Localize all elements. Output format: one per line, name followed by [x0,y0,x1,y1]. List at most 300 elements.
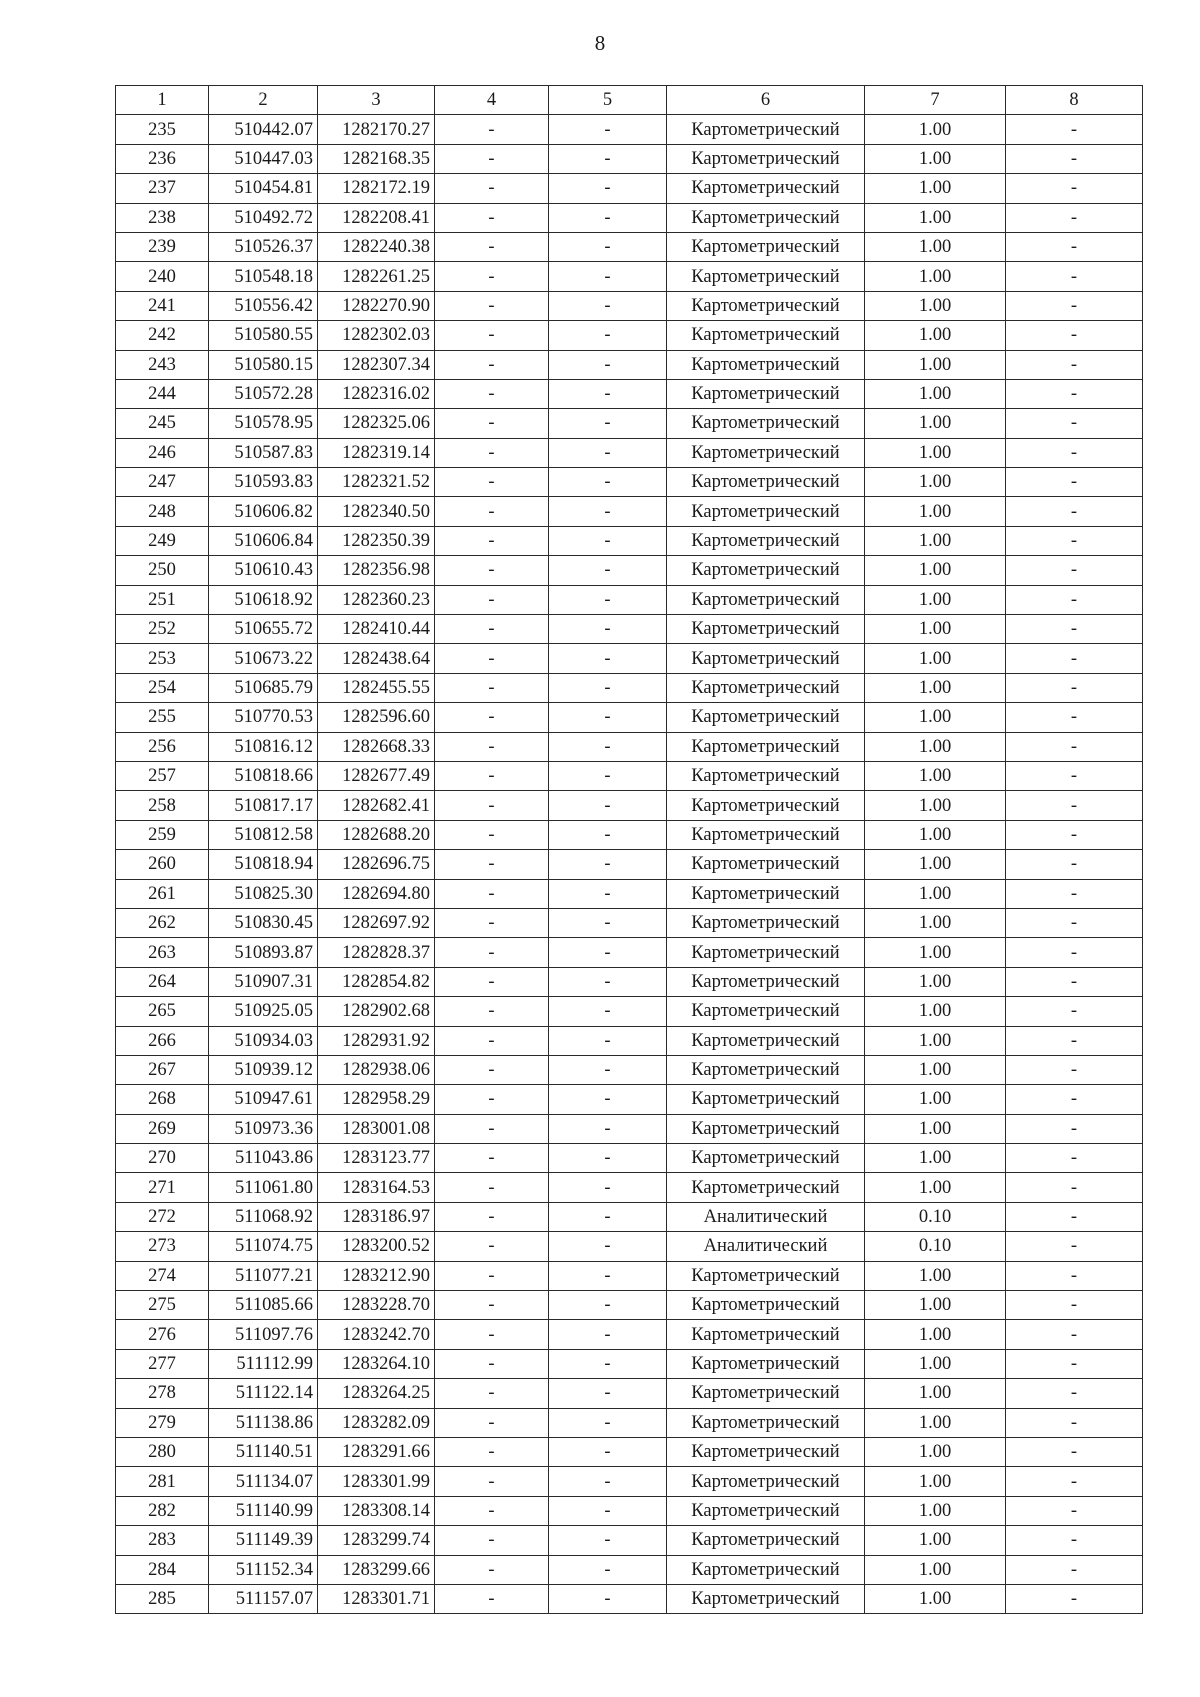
coord-x-cell: 511138.86 [209,1408,318,1437]
coord-x-cell: 511112.99 [209,1349,318,1378]
col-5-cell: - [549,1320,667,1349]
col-8-cell: - [1006,526,1143,555]
col-8-cell: - [1006,556,1143,585]
coord-x-cell: 510610.43 [209,556,318,585]
coord-y-cell: 1283291.66 [318,1437,435,1466]
table-row [116,879,1143,908]
col-4-cell: - [435,732,549,761]
method-cell: Картометрический [667,1526,865,1555]
col-5-cell: - [549,585,667,614]
col-8-cell: - [1006,997,1143,1026]
method-cell: Картометрический [667,1055,865,1084]
col-5-cell: - [549,468,667,497]
table-row [116,321,1143,350]
accuracy-cell: 1.00 [865,1467,1006,1496]
coord-y-cell: 1283264.25 [318,1379,435,1408]
coord-x-cell: 510442.07 [209,115,318,144]
col-8-cell: - [1006,115,1143,144]
col-8-cell: - [1006,1202,1143,1231]
col-5-cell: - [549,1291,667,1320]
coord-x-cell: 511134.07 [209,1467,318,1496]
method-cell: Картометрический [667,644,865,673]
method-cell: Картометрический [667,1173,865,1202]
col-8-cell: - [1006,144,1143,173]
point-number-cell: 253 [116,644,209,673]
coord-y-cell: 1283301.99 [318,1467,435,1496]
col-4-cell: - [435,644,549,673]
page-number: 8 [594,31,606,55]
method-cell: Картометрический [667,409,865,438]
coord-x-cell: 511068.92 [209,1202,318,1231]
col-4-cell: - [435,1526,549,1555]
col-4-cell: - [435,615,549,644]
col-4-cell: - [435,967,549,996]
coord-y-cell: 1282261.25 [318,262,435,291]
point-number-cell: 256 [116,732,209,761]
col-5-cell: - [549,1114,667,1143]
col-4-cell: - [435,115,549,144]
coord-x-cell: 510548.18 [209,262,318,291]
point-number-cell: 235 [116,115,209,144]
col-4-cell: - [435,791,549,820]
accuracy-cell: 1.00 [865,350,1006,379]
coord-y-cell: 1283200.52 [318,1232,435,1261]
col-8-cell: - [1006,585,1143,614]
coord-y-cell: 1282316.02 [318,379,435,408]
coord-x-cell: 511152.34 [209,1555,318,1584]
col-4-cell: - [435,468,549,497]
coord-x-cell: 510580.15 [209,350,318,379]
coord-x-cell: 511140.99 [209,1496,318,1525]
column-header: 6 [667,86,865,115]
coord-y-cell: 1282170.27 [318,115,435,144]
col-4-cell: - [435,673,549,702]
accuracy-cell: 1.00 [865,144,1006,173]
col-4-cell: - [435,526,549,555]
table-row [116,938,1143,967]
table-row [116,997,1143,1026]
accuracy-cell: 1.00 [865,938,1006,967]
accuracy-cell: 1.00 [865,850,1006,879]
col-4-cell: - [435,1202,549,1231]
col-5-cell: - [549,409,667,438]
col-8-cell: - [1006,703,1143,732]
accuracy-cell: 1.00 [865,379,1006,408]
coord-y-cell: 1282682.41 [318,791,435,820]
coord-y-cell: 1283242.70 [318,1320,435,1349]
table-row [116,644,1143,673]
col-4-cell: - [435,1555,549,1584]
accuracy-cell: 1.00 [865,1349,1006,1378]
coord-y-cell: 1282340.50 [318,497,435,526]
coord-y-cell: 1282302.03 [318,321,435,350]
coord-y-cell: 1282350.39 [318,526,435,555]
coord-x-cell: 510593.83 [209,468,318,497]
col-8-cell: - [1006,1379,1143,1408]
table-row [116,438,1143,467]
accuracy-cell: 1.00 [865,1026,1006,1055]
point-number-cell: 271 [116,1173,209,1202]
coord-x-cell: 510818.94 [209,850,318,879]
point-number-cell: 237 [116,174,209,203]
point-number-cell: 258 [116,791,209,820]
table-row [116,1526,1143,1555]
method-cell: Картометрический [667,1408,865,1437]
col-5-cell: - [549,1555,667,1584]
point-number-cell: 282 [116,1496,209,1525]
method-cell: Картометрический [667,468,865,497]
accuracy-cell: 1.00 [865,438,1006,467]
table-row [116,1408,1143,1437]
point-number-cell: 268 [116,1085,209,1114]
col-5-cell: - [549,174,667,203]
method-cell: Картометрический [667,1085,865,1114]
table-row [116,1584,1143,1613]
accuracy-cell: 1.00 [865,1584,1006,1613]
point-number-cell: 261 [116,879,209,908]
col-8-cell: - [1006,438,1143,467]
coord-y-cell: 1282697.92 [318,908,435,937]
point-number-cell: 244 [116,379,209,408]
accuracy-cell: 1.00 [865,1496,1006,1525]
coord-x-cell: 510655.72 [209,615,318,644]
coord-y-cell: 1282319.14 [318,438,435,467]
accuracy-cell: 1.00 [865,1261,1006,1290]
table-row [116,115,1143,144]
point-number-cell: 277 [116,1349,209,1378]
method-cell: Картометрический [667,115,865,144]
col-5-cell: - [549,262,667,291]
col-5-cell: - [549,1526,667,1555]
accuracy-cell: 1.00 [865,1408,1006,1437]
col-5-cell: - [549,820,667,849]
table-row [116,1173,1143,1202]
method-cell: Картометрический [667,556,865,585]
col-8-cell: - [1006,497,1143,526]
accuracy-cell: 1.00 [865,262,1006,291]
coord-y-cell: 1283001.08 [318,1114,435,1143]
point-number-cell: 265 [116,997,209,1026]
point-number-cell: 251 [116,585,209,614]
method-cell: Картометрический [667,820,865,849]
point-number-cell: 241 [116,291,209,320]
table-row [116,526,1143,555]
point-number-cell: 278 [116,1379,209,1408]
table-row [116,732,1143,761]
coord-y-cell: 1282902.68 [318,997,435,1026]
accuracy-cell: 1.00 [865,203,1006,232]
col-4-cell: - [435,291,549,320]
method-cell: Картометрический [667,1349,865,1378]
coord-y-cell: 1282455.55 [318,673,435,702]
method-cell: Картометрический [667,938,865,967]
coord-x-cell: 511157.07 [209,1584,318,1613]
table-row [116,379,1143,408]
col-5-cell: - [549,997,667,1026]
coord-x-cell: 510825.30 [209,879,318,908]
point-number-cell: 259 [116,820,209,849]
accuracy-cell: 1.00 [865,321,1006,350]
col-5-cell: - [549,850,667,879]
col-4-cell: - [435,1379,549,1408]
table-row [116,1349,1143,1378]
point-number-cell: 270 [116,1144,209,1173]
method-cell: Картометрический [667,761,865,790]
table-row [116,615,1143,644]
point-number-cell: 248 [116,497,209,526]
col-5-cell: - [549,1026,667,1055]
method-cell: Картометрический [667,1144,865,1173]
col-5-cell: - [549,615,667,644]
table-row [116,1496,1143,1525]
table-row [116,497,1143,526]
table-row [116,1085,1143,1114]
point-number-cell: 238 [116,203,209,232]
point-number-cell: 255 [116,703,209,732]
point-number-cell: 262 [116,908,209,937]
coordinates-table [115,85,1143,1614]
col-5-cell: - [549,1467,667,1496]
table-row [116,468,1143,497]
column-header: 1 [116,86,209,115]
col-5-cell: - [549,644,667,673]
coord-y-cell: 1282356.98 [318,556,435,585]
accuracy-cell: 0.10 [865,1232,1006,1261]
col-5-cell: - [549,497,667,526]
col-4-cell: - [435,1055,549,1084]
col-4-cell: - [435,1349,549,1378]
col-8-cell: - [1006,1291,1143,1320]
col-5-cell: - [549,1349,667,1378]
col-5-cell: - [549,1496,667,1525]
col-8-cell: - [1006,644,1143,673]
coord-y-cell: 1282321.52 [318,468,435,497]
col-4-cell: - [435,908,549,937]
accuracy-cell: 1.00 [865,967,1006,996]
coord-y-cell: 1283212.90 [318,1261,435,1290]
coord-y-cell: 1283264.10 [318,1349,435,1378]
point-number-cell: 285 [116,1584,209,1613]
coord-x-cell: 510587.83 [209,438,318,467]
table-row [116,967,1143,996]
table-row [116,556,1143,585]
col-8-cell: - [1006,850,1143,879]
coord-y-cell: 1282307.34 [318,350,435,379]
col-8-cell: - [1006,1320,1143,1349]
coord-x-cell: 510526.37 [209,232,318,261]
point-number-cell: 254 [116,673,209,702]
column-header: 2 [209,86,318,115]
table-row [116,1291,1143,1320]
table-row [116,1114,1143,1143]
point-number-cell: 242 [116,321,209,350]
table-row [116,1467,1143,1496]
method-cell: Аналитический [667,1202,865,1231]
accuracy-cell: 1.00 [865,673,1006,702]
accuracy-cell: 1.00 [865,1526,1006,1555]
method-cell: Картометрический [667,1467,865,1496]
table-row [116,1555,1143,1584]
method-cell: Картометрический [667,732,865,761]
column-header: 7 [865,86,1006,115]
coord-x-cell: 510907.31 [209,967,318,996]
col-8-cell: - [1006,203,1143,232]
col-8-cell: - [1006,262,1143,291]
point-number-cell: 245 [116,409,209,438]
coord-x-cell: 510817.17 [209,791,318,820]
accuracy-cell: 1.00 [865,115,1006,144]
coord-x-cell: 511140.51 [209,1437,318,1466]
col-5-cell: - [549,1584,667,1613]
coord-y-cell: 1282688.20 [318,820,435,849]
col-4-cell: - [435,144,549,173]
col-4-cell: - [435,820,549,849]
method-cell: Картометрический [667,1496,865,1525]
method-cell: Картометрический [667,1320,865,1349]
col-8-cell: - [1006,1114,1143,1143]
method-cell: Картометрический [667,703,865,732]
coord-x-cell: 510934.03 [209,1026,318,1055]
table-row [116,350,1143,379]
col-8-cell: - [1006,291,1143,320]
col-5-cell: - [549,291,667,320]
point-number-cell: 272 [116,1202,209,1231]
col-5-cell: - [549,1379,667,1408]
col-4-cell: - [435,1114,549,1143]
col-5-cell: - [549,144,667,173]
coord-y-cell: 1283299.66 [318,1555,435,1584]
column-header: 3 [318,86,435,115]
accuracy-cell: 1.00 [865,791,1006,820]
col-4-cell: - [435,703,549,732]
col-5-cell: - [549,732,667,761]
point-number-cell: 274 [116,1261,209,1290]
table-header-row [116,86,1143,115]
method-cell: Картометрический [667,144,865,173]
method-cell: Картометрический [667,379,865,408]
table-row [116,1026,1143,1055]
coord-y-cell: 1283299.74 [318,1526,435,1555]
col-8-cell: - [1006,908,1143,937]
point-number-cell: 239 [116,232,209,261]
coord-y-cell: 1283301.71 [318,1584,435,1613]
accuracy-cell: 1.00 [865,1291,1006,1320]
col-5-cell: - [549,703,667,732]
coord-y-cell: 1282696.75 [318,850,435,879]
col-8-cell: - [1006,732,1143,761]
col-8-cell: - [1006,232,1143,261]
table-row [116,1320,1143,1349]
method-cell: Картометрический [667,791,865,820]
col-4-cell: - [435,1496,549,1525]
coord-y-cell: 1282677.49 [318,761,435,790]
coord-y-cell: 1282958.29 [318,1085,435,1114]
method-cell: Картометрический [667,1026,865,1055]
accuracy-cell: 1.00 [865,644,1006,673]
coord-y-cell: 1282270.90 [318,291,435,320]
table-row [116,1261,1143,1290]
coord-y-cell: 1282854.82 [318,967,435,996]
col-4-cell: - [435,438,549,467]
accuracy-cell: 1.00 [865,1114,1006,1143]
accuracy-cell: 1.00 [865,1173,1006,1202]
col-5-cell: - [549,1232,667,1261]
method-cell: Картометрический [667,232,865,261]
method-cell: Картометрический [667,1291,865,1320]
point-number-cell: 269 [116,1114,209,1143]
point-number-cell: 249 [116,526,209,555]
point-number-cell: 250 [116,556,209,585]
col-8-cell: - [1006,791,1143,820]
col-4-cell: - [435,262,549,291]
coord-y-cell: 1282694.80 [318,879,435,908]
col-4-cell: - [435,1026,549,1055]
col-5-cell: - [549,321,667,350]
col-5-cell: - [549,232,667,261]
coord-y-cell: 1283308.14 [318,1496,435,1525]
method-cell: Картометрический [667,850,865,879]
col-8-cell: - [1006,1261,1143,1290]
col-8-cell: - [1006,1555,1143,1584]
col-8-cell: - [1006,1173,1143,1202]
point-number-cell: 260 [116,850,209,879]
table-row [116,673,1143,702]
coord-y-cell: 1282168.35 [318,144,435,173]
col-4-cell: - [435,350,549,379]
coord-x-cell: 510580.55 [209,321,318,350]
accuracy-cell: 1.00 [865,1379,1006,1408]
coord-x-cell: 510556.42 [209,291,318,320]
table-row [116,291,1143,320]
col-8-cell: - [1006,379,1143,408]
method-cell: Картометрический [667,615,865,644]
accuracy-cell: 1.00 [865,1085,1006,1114]
coord-y-cell: 1283164.53 [318,1173,435,1202]
table-row [116,144,1143,173]
col-5-cell: - [549,967,667,996]
col-5-cell: - [549,526,667,555]
method-cell: Картометрический [667,291,865,320]
coord-x-cell: 510685.79 [209,673,318,702]
col-4-cell: - [435,497,549,526]
method-cell: Картометрический [667,262,865,291]
col-8-cell: - [1006,174,1143,203]
method-cell: Картометрический [667,497,865,526]
accuracy-cell: 0.10 [865,1202,1006,1231]
point-number-cell: 273 [116,1232,209,1261]
col-8-cell: - [1006,1085,1143,1114]
col-8-cell: - [1006,468,1143,497]
coord-x-cell: 511149.39 [209,1526,318,1555]
table-row [116,1232,1143,1261]
coord-x-cell: 510492.72 [209,203,318,232]
col-5-cell: - [549,203,667,232]
accuracy-cell: 1.00 [865,820,1006,849]
col-8-cell: - [1006,673,1143,702]
col-8-cell: - [1006,1526,1143,1555]
coord-x-cell: 511043.86 [209,1144,318,1173]
col-8-cell: - [1006,615,1143,644]
col-5-cell: - [549,556,667,585]
col-5-cell: - [549,379,667,408]
col-5-cell: - [549,1437,667,1466]
coord-y-cell: 1282828.37 [318,938,435,967]
method-cell: Картометрический [667,585,865,614]
coord-x-cell: 511122.14 [209,1379,318,1408]
col-5-cell: - [549,673,667,702]
table-row [116,703,1143,732]
point-number-cell: 246 [116,438,209,467]
